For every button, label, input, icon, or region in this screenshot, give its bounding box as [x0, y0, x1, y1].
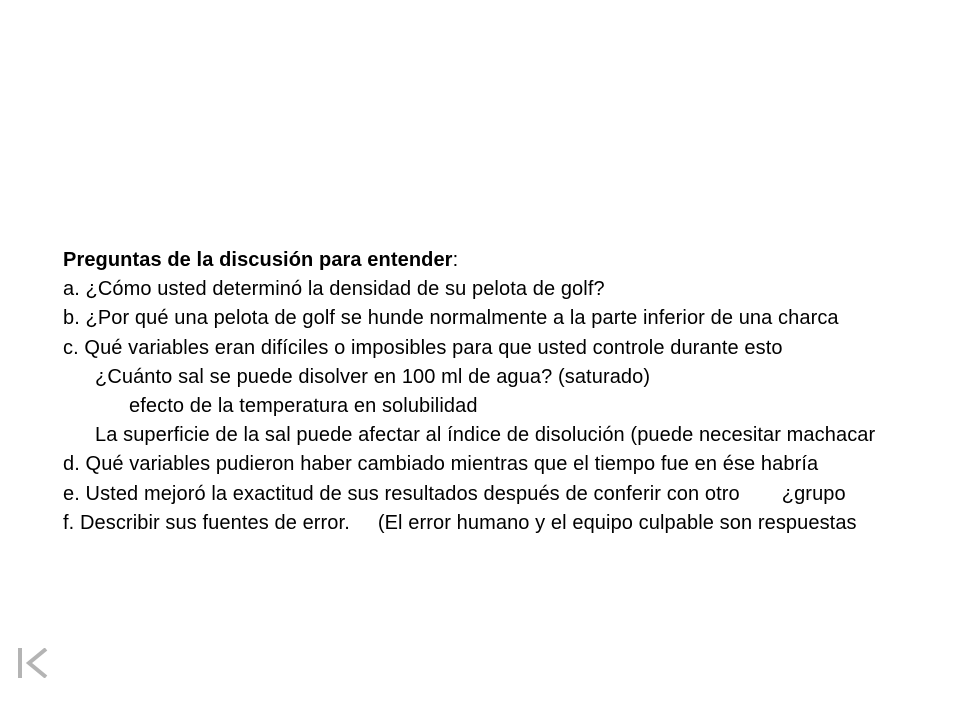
- question-e-aside: ¿grupo: [781, 482, 846, 505]
- question-f: [63, 509, 960, 538]
- heading-colon: :: [452, 249, 459, 271]
- question-c-note-2: efecto de la temperatura en solubilidad: [129, 395, 478, 418]
- question-a: a. ¿Cómo usted determinó la densidad de su pelota de golf?: [63, 278, 605, 301]
- question-c-note-1: ¿Cuánto sal se puede disolver en 100 ml de agua? (saturado): [95, 365, 651, 388]
- question-f-text: f. Describir sus fuentes de error.: [63, 511, 350, 534]
- question-c-note-3: La superficie de la sal puede afectar al índice de disolución (puede necesitar machacar: [95, 424, 876, 447]
- question-e-text: e. Usted mejoró la exactitud de sus resultados después de conferir con otro: [63, 482, 740, 505]
- question-f-aside: (El error humano y el equipo culpable son respuestas: [377, 511, 857, 534]
- question-b: b. ¿Por qué una pelota de golf se hunde normalmente a la parte inferior de una charca: [63, 307, 839, 330]
- question-d: d. Qué variables pudieron haber cambiado mientras que el tiempo fue en ése habría: [63, 453, 819, 476]
- discussion-questions: [63, 246, 960, 538]
- heading-text: Preguntas de la discusión para entender: [63, 249, 453, 271]
- question-e: [63, 480, 960, 509]
- first-slide-button[interactable]: [17, 648, 49, 678]
- first-slide-icon: [17, 648, 49, 678]
- questions-heading: [63, 246, 960, 275]
- question-c: c. Qué variables eran difíciles o imposibles para que usted controle durante esto: [63, 336, 783, 359]
